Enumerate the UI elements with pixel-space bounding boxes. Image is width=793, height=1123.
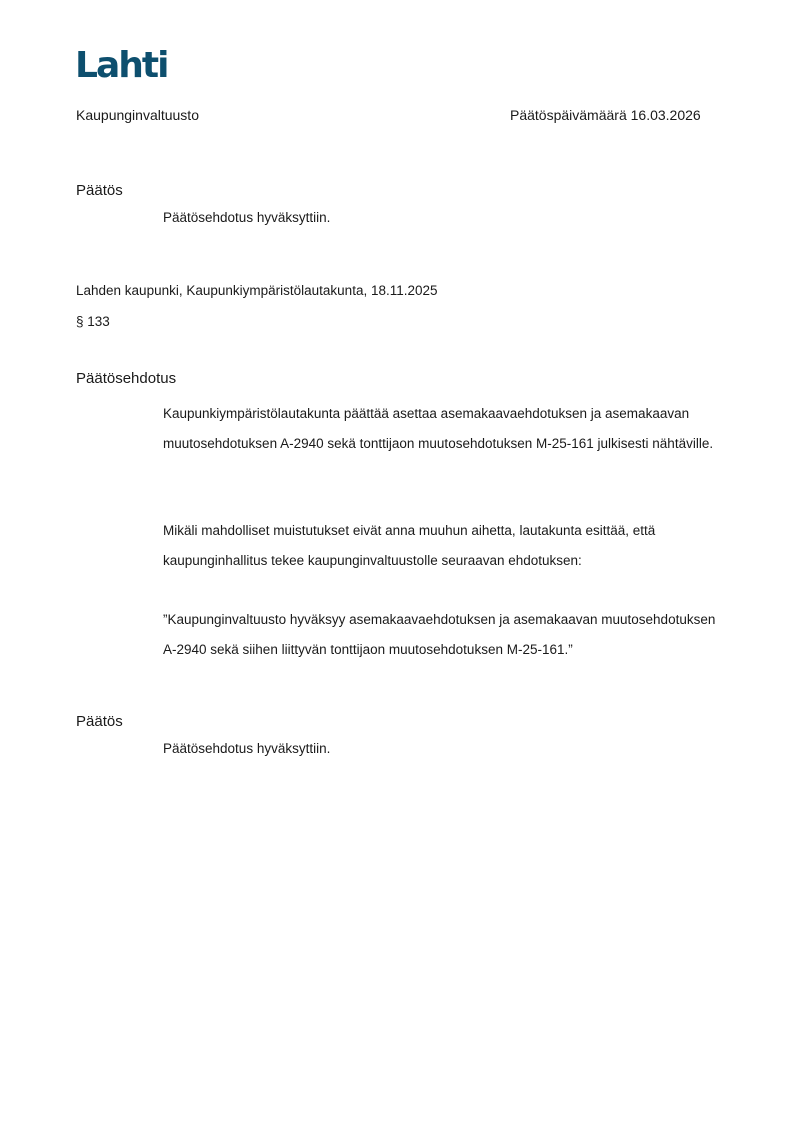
decision-heading-bottom: Päätös [76, 713, 123, 730]
proposal-paragraph-3: ”Kaupunginvaltuusto hyväksyy asemakaavaehdotuksen ja asemakaavan muutosehdotuksen A-2940 sekä siihen liittyvän tonttijaon muutosehdotuksen M-25-161.” [163, 612, 716, 657]
decision-body: Kaupunginvaltuusto [76, 107, 199, 123]
proposal-paragraph-1: Kaupunkiympäristölautakunta päättää asettaa asemakaavaehdotuksen ja asemakaavan muutosehdotuksen A-2940 sekä tonttijaon muutosehdotuksen M-25-161 julkisesti nähtäville. [163, 406, 714, 451]
history-section: § 133 [76, 314, 110, 329]
lahti-logo [75, 45, 167, 83]
decision-date: Päätöspäivämäärä 16.03.2026 [510, 107, 701, 123]
decision-text-top: Päätösehdotus hyväksyttiin. [163, 210, 331, 225]
proposal-heading: Päätösehdotus [76, 370, 177, 387]
logo-text: Lahti [75, 45, 167, 83]
decision-text-bottom: Päätösehdotus hyväksyttiin. [163, 741, 331, 756]
history-source: Lahden kaupunki, Kaupunkiympäristölautakunta, 18.11.2025 [76, 283, 438, 298]
proposal-paragraph-2: Mikäli mahdolliset muistutukset eivät anna muuhun aihetta, lautakunta esittää, että kaupunginhallitus tekee kaupunginvaltuustolle seuraavan ehdotuksen: [163, 523, 656, 568]
decision-heading-top: Päätös [76, 182, 123, 199]
